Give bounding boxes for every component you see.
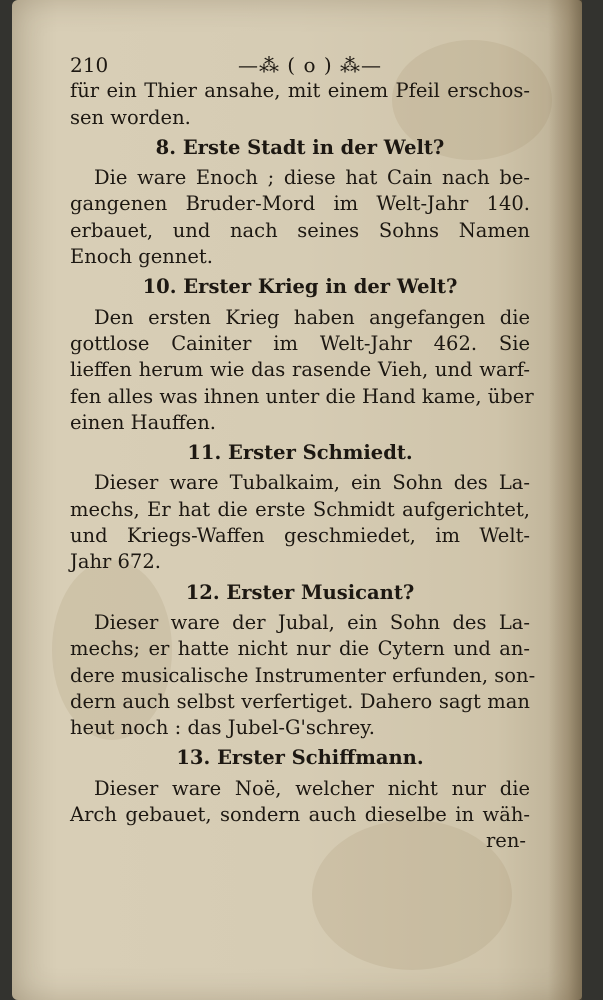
page-text	[70, 52, 536, 855]
text-line: mechs, Er hat die erste Schmidt aufgerichtet,	[70, 497, 530, 521]
text-line: einen Hauffen.	[70, 410, 216, 434]
text-line: für ein Thier ansahe, mit einem Pfeil erschos-	[70, 79, 530, 103]
section-heading: 8. Erste Stadt in der Welt?	[155, 135, 445, 159]
text-line: Die ware Enoch ; diese hat Cain nach be-	[94, 166, 530, 190]
text-line: dern auch selbst verfertiget. Dahero sagt man	[70, 689, 530, 713]
section-heading: 11. Erster Schmiedt.	[187, 441, 413, 465]
text-line: Arch gebauet, sondern auch dieselbe in wäh-	[70, 803, 530, 827]
text-line: und Kriegs-Waffen geschmiedet, im Welt-	[70, 524, 530, 548]
text-line: gangenen Bruder-Mord im Welt-Jahr 140.	[70, 192, 530, 216]
text-line: dere musicalische Instrumenter erfunden, son-	[70, 663, 536, 687]
text-line: Den ersten Krieg haben angefangen die	[94, 305, 530, 329]
page-edge-shadow	[548, 0, 582, 1000]
section-heading: 12. Erster Musicant?	[185, 580, 415, 604]
text-line: Enoch gennet.	[70, 245, 213, 269]
running-header	[70, 52, 530, 78]
section-heading: 13. Erster Schiffmann.	[176, 746, 424, 770]
text-line: fen alles was ihnen unter die Hand kame, über	[70, 384, 534, 408]
section-heading: 10. Erster Krieg in der Welt?	[142, 275, 458, 299]
text-line: heut noch : das Jubel-G'schrey.	[70, 716, 375, 740]
header-ornament: —⁂ ( o ) ⁂—	[237, 53, 383, 77]
body-text	[70, 78, 536, 854]
page-number: 210	[70, 53, 109, 77]
text-line: Jahr 672.	[70, 550, 161, 574]
text-line: sen worden.	[70, 105, 191, 129]
text-line: Dieser ware der Jubal, ein Sohn des La-	[94, 610, 530, 634]
text-line: Dieser ware Tubalkaim, ein Sohn des La-	[94, 471, 530, 495]
catchword: ren-	[485, 829, 526, 853]
text-line: lieffen herum wie das rasende Vieh, und warf-	[70, 358, 530, 382]
text-line: mechs; er hatte nicht nur die Cytern und an-	[70, 637, 530, 661]
text-line: Dieser ware Noë, welcher nicht nur die	[94, 776, 530, 800]
text-line: erbauet, und nach seines Sohns Namen	[70, 218, 530, 242]
text-line: gottlose Cainiter im Welt-Jahr 462. Sie	[70, 331, 530, 355]
